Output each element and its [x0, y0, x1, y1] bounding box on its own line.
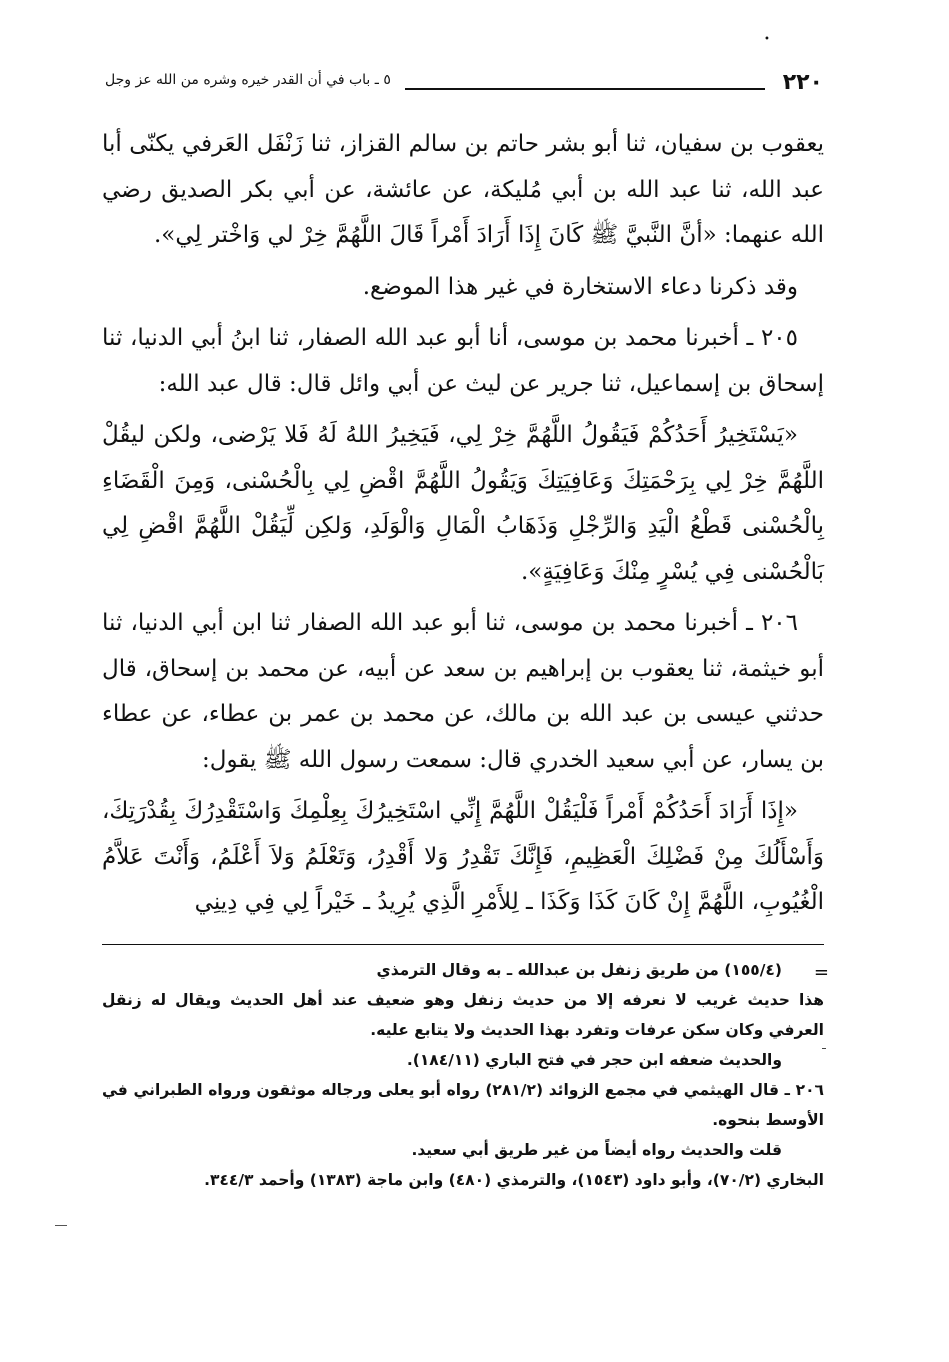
footnote-line: قلت والحديث رواه أيضاً من غير طريق أبي سعيد.: [411, 1141, 782, 1159]
paragraph-hadith-206: ٢٠٦ ـ أخبرنا محمد بن موسى، ثنا أبو عبد الله الصفار ثنا ابن أبي الدنيا، ثنا أبو خيثمة، ثنا يعقوب بن إبراهيم بن سعد عن أبيه، عن محمد بن إسحاق، قال حدثني عيسى بن عبد الله بن مالك، عن محمد بن عمر بن عطاء، عن عطاء بن يسار، عن أبي سعيد الخدري قال: سمعت رسول الله ﷺ يقول:: [102, 610, 824, 773]
running-title: ٥ ـ باب في أن القدر خيره وشره من الله عز وجل: [105, 72, 391, 88]
paragraph-note: وقد ذكرنا دعاء الاستخارة في غير هذا الموضع.: [362, 273, 798, 300]
footnote-line: (١٥٥/٤) من طريق زنفل بن عبدالله ـ به وقال الترمذي: [376, 961, 782, 979]
header-rule: [405, 88, 765, 90]
continuation-marker: =: [813, 962, 829, 983]
page-number: ٢٢٠: [782, 70, 823, 95]
footnote-line: البخاري (٧٠/٢)، وأبو داود (١٥٤٣)، والترمذي (٤٨٠) وابن ماجة (١٣٨٣) وأحمد ٣٤٤/٣.: [204, 1171, 824, 1189]
paragraph-quote-205: «يَسْتَخِيرُ أَحَدُكُمْ فَيَقُولُ اللَّهُمَّ خِرْ لِي، فَيَخِيرُ اللهُ لَهُ فَلا يَرْضى، ولكن ليقُلْ اللَّهُمَّ خِرْ لِي بِرَحْمَتِكَ وَعَافِيَتِكَ وَيَقُولُ اللَّهُمَّ اقْضِ لِي بِالْحُسْنى، وَمِنَ الْقَضَاءِ بِالْحُسْنى قَطْعُ الْيَدِ وَالرِّجْلِ وَذَهَابُ الْمَالِ وَالْوَلَدِ، وَلكِن لِّيَقُلْ اللَّهُمَّ اقْضِ لِي بَالْحُسْنى فِي يُسْرٍ مِنْكَ وَعَافِيَةٍ».: [102, 422, 824, 585]
footnote-206: ٢٠٦ ـ قال الهيثمي في مجمع الزوائد (٢٨١/٢) رواه أبو يعلى ورجاله موثقون ورواه الطبراني في الأوسط بنحوه.: [102, 1081, 824, 1129]
footnote-separator: [102, 944, 824, 945]
margin-speck: •: [764, 34, 770, 45]
paragraph-quote-206: «إِذَا أَرَادَ أَحَدُكُمْ أَمْراً فَلْيَقُلْ اللَّهُمَّ إِنِّي اسْتَخِيرُكَ بِعِلْمِكَ وَاسْتَقْدِرُكَ بِقُدْرَتِكَ، وَأَسْأَلُكَ مِنْ فَضْلِكَ الْعَظِيمِ، فَإِنَّكَ تَقْدِرُ وَلا أَقْدِرُ، وَتَعْلَمُ وَلاَ أَعْلَمُ، وَأَنْتَ عَلاَّمُ الْغُيُوبِ، اللَّهُمَّ إِنْ كَانَ كَذَا وَكَذَا ـ لِلأَمْرِ الَّذِي يُرِيدُ ـ خَيْراً لِي فِي دِينِي: [102, 798, 824, 915]
paragraph-hadith-205: ٢٠٥ ـ أخبرنا محمد بن موسى، أنا أبو عبد الله الصفار، ثنا ابنُ أبي الدنيا، ثنا إسحاق بن إسماعيل، ثنا جرير عن ليث عن أبي وائل قال: قال عبد الله:: [102, 325, 824, 397]
footnotes: [102, 955, 824, 1195]
page-header: [105, 70, 823, 104]
footnote-line: والحديث ضعفه ابن حجر في فتح الباري (١٨٤/١١).: [406, 1051, 782, 1069]
main-text: [102, 122, 824, 932]
margin-tick-left: [55, 1225, 67, 1226]
footnote-line: هذا حديث غريب لا نعرفه إلا من حديث زنفل وهو ضعيف عند أهل الحديث ويقال له زنقل العرفي وكان سكن عرفات وتفرد بهذا الحديث ولا يتابع عليه.: [102, 991, 824, 1039]
paragraph-isnad-1: يعقوب بن سفيان، ثنا أبو بشر حاتم بن سالم القزاز، ثنا زَنْفَل العَرفي يكنّى أبا عبد الله، ثنا عبد الله بن أبي مُليكة، عن عائشة، عن أبي بكر الصديق رضي الله عنهما: «أنَّ النَّبيَّ ﷺ كَانَ إِذَا أَرَادَ أَمْراً قَالَ اللَّهُمَّ خِرْ لي وَاخْتر لِي».: [102, 131, 824, 248]
